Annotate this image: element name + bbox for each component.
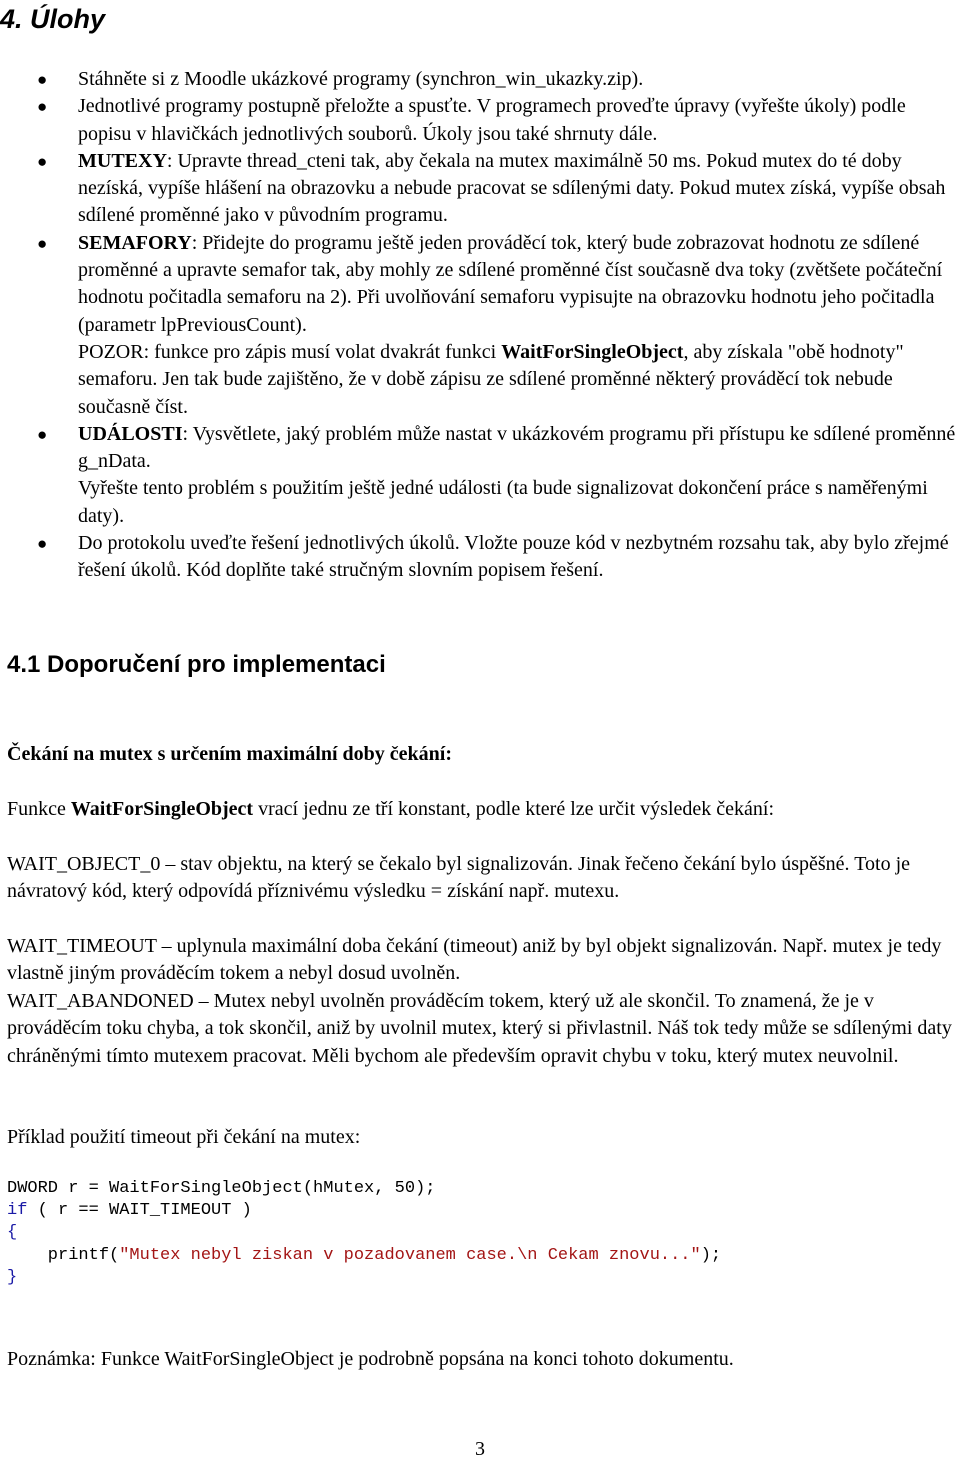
- task-text: : Upravte thread_cteni tak, aby čekala na mutex maximálně 50 ms. Pokud mutex do té doby nezíská, vypíše hlášení na obrazovku a nebude pracovat se sdílenými daty. Pokud mutex získá, vypíše obsah sdílené proměnné jako v původním programu.: [78, 149, 946, 227]
- code-line: DWORD r = WaitForSingleObject(hMutex, 50);: [7, 1179, 436, 1198]
- task-text: Do protokolu uveďte řešení jednotlivých úkolů. Vložte pouze kód v nezbytném rozsahu tak, aby bylo zřejmé řešení úkolů. Kód doplňte také stručným slovním popisem řešení.: [78, 532, 949, 582]
- intro-text-cont: vrací jednu ze tří konstant, podle které lze určit výsledek čekání:: [253, 798, 775, 820]
- task-list: [0, 66, 960, 585]
- warning-text: POZOR: funkce pro zápis musí volat dvakrát funkci: [78, 340, 502, 363]
- task-text: : Přidejte do programu ještě jeden prováděcí tok, který bude zobrazovat hodnotu ze sdílené proměnné a upravte semafor tak, aby mohly ze sdílené proměnné číst současně dva toky (zvětšete počáteční hodnotu počitadla semaforu na 2). Při uvolňování semaforu vypisujte na obrazovku hodnotu jeho počitadla (parametr lpPreviousCount).: [78, 231, 943, 336]
- code-line: printf(: [7, 1245, 120, 1265]
- task-label: MUTEXY: [78, 149, 167, 172]
- list-item: [0, 66, 960, 93]
- code-line: ( r == WAIT_TIMEOUT ): [27, 1201, 252, 1221]
- subheading: Čekání na mutex s určením maximální doby čekání:: [7, 743, 453, 765]
- function-name: WaitForSingleObject: [70, 798, 254, 820]
- subsection-title: 4.1 Doporučení pro implementaci: [7, 651, 386, 678]
- function-name: WaitForSingleObject: [501, 340, 684, 363]
- task-text-extra: Vyřešte tento problém s použitím ještě jedné události (ta bude signalizovat dokončení práce s naměřenými daty).: [78, 477, 928, 527]
- intro-paragraph: [7, 796, 956, 823]
- wait-timeout-paragraph: WAIT_TIMEOUT – uplynula maximální doba čekání (timeout) aniž by byl objekt signalizován. Např. mutex je tedy vlastně jiným prováděcím tokem a nebyl dosud uvolněn.: [7, 935, 942, 985]
- bullet-icon: ●: [37, 424, 48, 444]
- bullet-icon: ●: [37, 233, 48, 253]
- note-paragraph: Poznámka: Funkce WaitForSingleObject je podrobně popsána na konci tohoto dokumentu.: [7, 1348, 734, 1370]
- code-brace: }: [7, 1267, 18, 1287]
- warning-text-cont: , aby získala "obě hodnoty" semaforu. Jen tak bude zajištěno, že v době zápisu ze sdílené proměnné některý prováděcí tok nebude současně číst.: [78, 340, 904, 418]
- code-string: "Mutex nebyl ziskan v pozadovanem case.\n Cekam znovu...": [119, 1245, 701, 1265]
- task-label: SEMAFORY: [78, 231, 192, 254]
- bullet-icon: ●: [37, 97, 48, 117]
- code-brace: {: [7, 1223, 18, 1243]
- wait-object-paragraph: WAIT_OBJECT_0 – stav objektu, na který se čekalo byl signalizován. Jinak řečeno čekání bylo úspěšné. Toto je návratový kód, který odpovídá příznivému výsledku = získání např. mutexu.: [7, 853, 911, 903]
- bullet-icon: ●: [37, 534, 48, 554]
- list-item: [0, 230, 960, 421]
- intro-text: Funkce: [7, 798, 71, 820]
- wait-abandoned-paragraph: WAIT_ABANDONED – Mutex nebyl uvolněn prováděcím tokem, který už ale skončil. To znamená, že je v prováděcím toku chyba, a tok skončil, aniž by uvolnil mutex, který si přivlastnil. Náš tok tedy může se sdílenými daty chráněnými tímto mutexem pracovat. Měli bychom ale především opravit chybu v toku, který mutex neuvolnil.: [7, 990, 952, 1067]
- task-text: Stáhněte si z Moodle ukázkové programy (synchron_win_ukazky.zip).: [78, 68, 644, 90]
- example-label: Příklad použití timeout při čekání na mutex:: [7, 1126, 361, 1148]
- task-text: : Vysvětlete, jaký problém může nastat v ukázkovém programu při přístupu ke sdílené proměnné g_nData.: [78, 422, 956, 473]
- code-line: );: [700, 1245, 722, 1265]
- bullet-icon: ●: [37, 151, 48, 171]
- page-number: 3: [475, 1438, 485, 1460]
- code-block: [7, 1178, 721, 1289]
- task-label: UDÁLOSTI: [78, 422, 183, 445]
- list-item: [0, 148, 960, 230]
- list-item: [0, 530, 960, 585]
- list-item: [0, 421, 960, 530]
- list-item: [0, 93, 960, 148]
- code-keyword: if: [7, 1201, 28, 1221]
- task-text: Jednotlivé programy postupně přeložte a spusťte. V programech proveďte úpravy (vyřešte úkoly) podle popisu v hlavičkách jednotlivých souborů. Úkoly jsou také shrnuty dále.: [78, 95, 906, 145]
- section-heading: 4. Úlohy: [0, 4, 106, 34]
- bullet-icon: ●: [37, 70, 48, 89]
